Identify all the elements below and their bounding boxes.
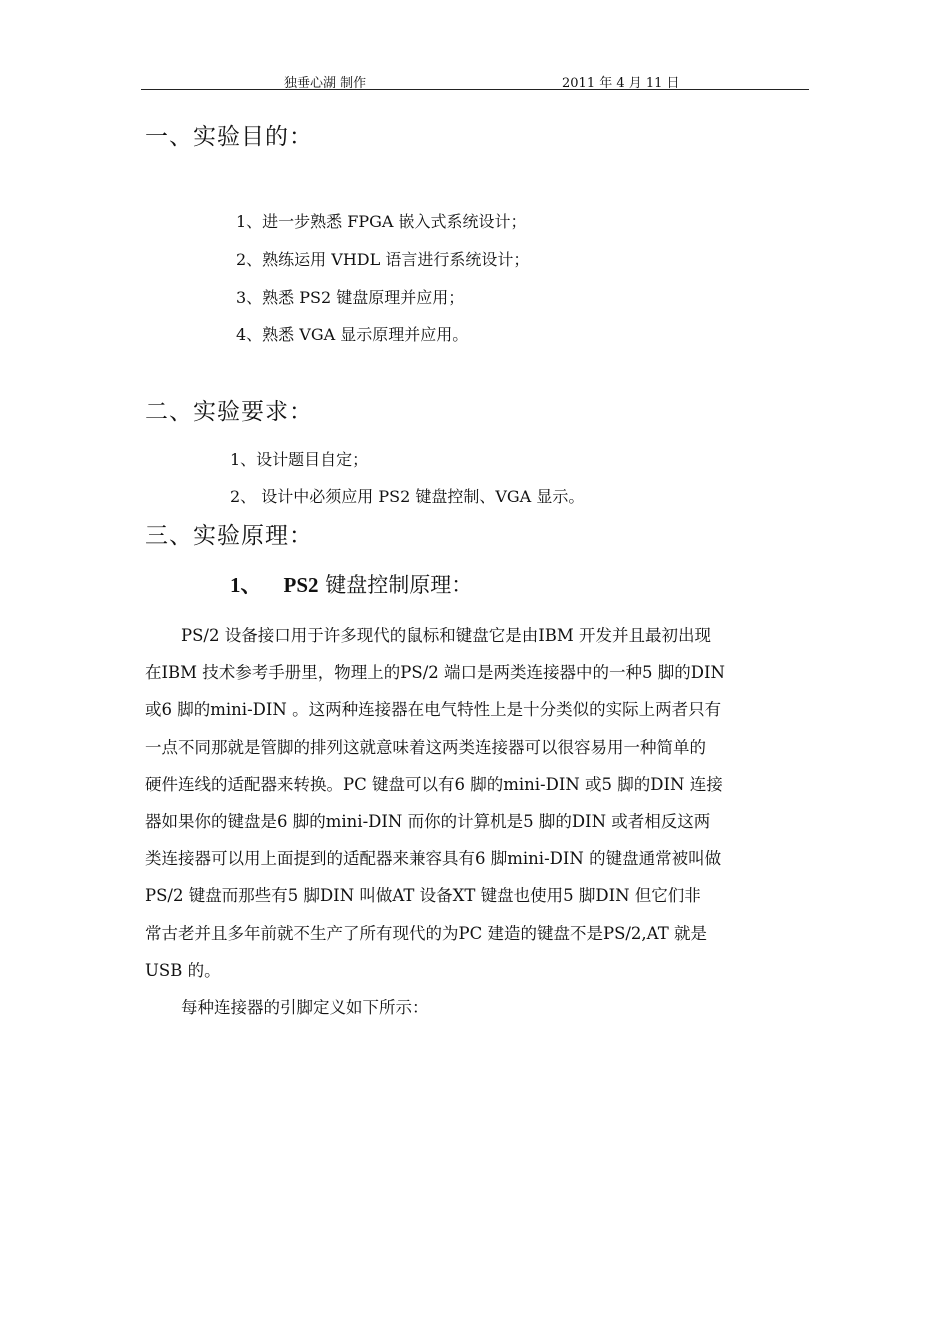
paragraph-line: 常古老并且多年前就不生产了所有现代的为PC 建造的键盘不是PS/2,AT 就是 [145,923,707,943]
section-1-item-4: 4、熟悉 VGA 显示原理并应用。 [236,325,469,344]
paragraph-line: PS/2 设备接口用于许多现代的鼠标和键盘它是由IBM 开发并且最初出现 [181,626,711,645]
paragraph-line: USB 的。 [145,960,221,980]
body-paragraph [145,617,810,989]
paragraph-line: 器如果你的键盘是6 脚的mini-DIN 而你的计算机是5 脚的DIN 或者相反这两 [145,812,711,832]
header-date: 2011 年 4 月 11 日 [562,76,680,91]
section-3-title: 三、实验原理： [145,523,313,549]
section-2-item-2: 2、 设计中必须应用 PS2 键盘控制、VGA 显示。 [230,487,585,506]
paragraph-line: 在IBM 技术参考手册里，物理上的PS/2 端口是两类连接器中的一种5 脚的DIN [145,663,725,683]
section-2-title: 二、实验要求： [145,399,313,425]
body-paragraph-2: 每种连接器的引脚定义如下所示： [181,998,429,1017]
header-author: 独垂心湖 制作 [284,76,367,91]
section-1-item-1: 1、进一步熟悉 FPGA 嵌入式系统设计； [236,212,527,231]
subsection-number: 1、 [230,573,262,597]
section-1-item-3: 3、熟悉 PS2 键盘原理并应用； [236,288,465,307]
paragraph-line: 类连接器可以用上面提到的适配器来兼容具有6 脚mini-DIN 的键盘通常被叫做 [145,849,722,869]
subsection-bold-term: PS2 [283,573,319,597]
section-1-item-2: 2、熟练运用 VHDL 语言进行系统设计； [236,250,530,269]
section-2-item-1: 1、设计题目自定； [230,450,369,469]
paragraph-line: 或6 脚的mini-DIN 。这两种连接器在电气特性上是十分类似的实际上两者只有 [145,700,722,720]
paragraph-line: PS/2 键盘而那些有5 脚DIN 叫做AT 设备XT 键盘也使用5 脚DIN 但它们非 [145,886,701,906]
section-1-title: 一、实验目的： [145,124,313,150]
paragraph-line: 硬件连线的适配器来转换。PC 键盘可以有6 脚的mini-DIN 或5 脚的DIN 连接 [145,774,723,794]
header-rule [141,89,809,90]
subsection-title-rest: 键盘控制原理： [318,573,473,597]
paragraph-line: 一点不同那就是管脚的排列这就意味着这两类连接器可以很容易用一种简单的 [145,737,706,757]
subsection-heading [230,569,472,599]
